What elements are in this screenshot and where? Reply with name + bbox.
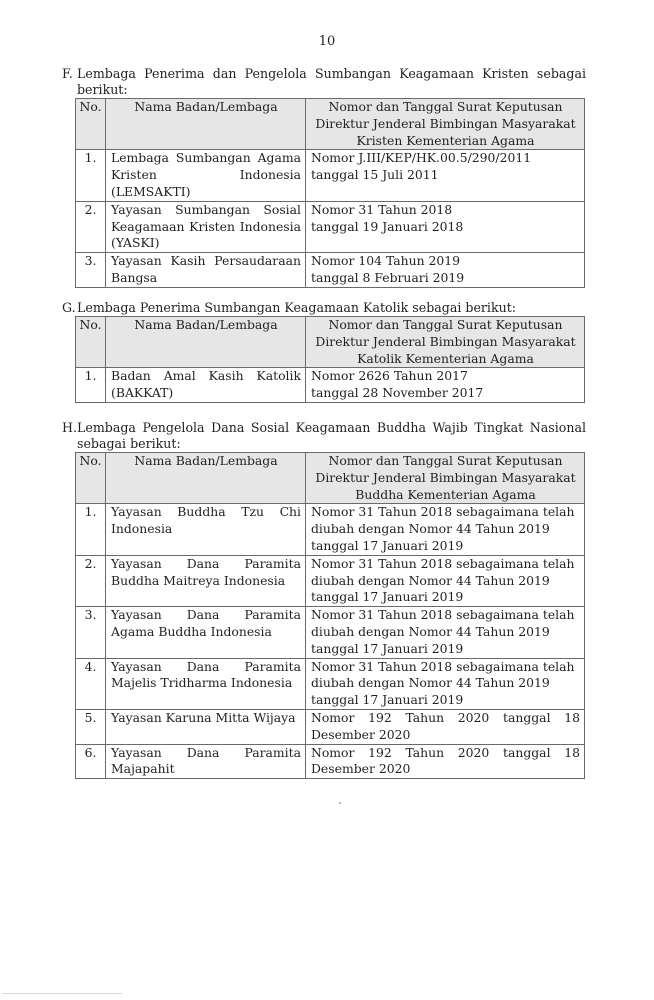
- header-no: No.: [76, 99, 106, 150]
- table-row: [76, 201, 585, 252]
- institution-name: Yayasan Dana Paramita Majelis Tridharma Indonesia: [106, 658, 306, 709]
- table-row: [76, 150, 585, 201]
- decision-line: Nomor 104 Tahun 2019: [311, 253, 461, 269]
- decision-line: tanggal 17 Januari 2019: [311, 589, 464, 605]
- institution-name: Yayasan Kasih Persaudaraan Bangsa: [106, 253, 306, 288]
- institution-name: Badan Amal Kasih Katolik (BAKKAT): [106, 368, 306, 403]
- table-row: [76, 658, 585, 709]
- institutions-table: [75, 98, 585, 288]
- decision-reference: [306, 555, 585, 606]
- section-letter: H.: [62, 420, 77, 435]
- institution-name: Yayasan Dana Paramita Agama Buddha Indonesia: [106, 607, 306, 658]
- row-number: 5.: [76, 709, 106, 744]
- decision-line: tanggal 8 Februari 2019: [311, 269, 465, 285]
- section-letter: G.: [62, 300, 76, 315]
- table-header-row: [76, 453, 585, 504]
- decision-line: tanggal 19 Januari 2018: [311, 218, 464, 234]
- section-title-text: Lembaga Pengelola Dana Sosial Keagamaan Buddha Wajib Tingkat Nasional sebagai berikut:: [77, 420, 586, 451]
- scan-speck: [339, 802, 341, 804]
- decision-line: diubah dengan Nomor 44 Tahun 2019: [311, 623, 550, 639]
- institution-name: Yayasan Dana Paramita Majapahit: [106, 744, 306, 779]
- row-number: 2.: [76, 555, 106, 606]
- decision-line: tanggal 15 Juli 2011: [311, 167, 439, 183]
- decision-line: Nomor J.III/KEP/HK.00.5/290/2011: [311, 150, 532, 166]
- decision-reference: [306, 607, 585, 658]
- decision-line: Nomor 2626 Tahun 2017: [311, 368, 468, 384]
- table-row: [76, 709, 585, 744]
- decision-line: Nomor 31 Tahun 2018 sebagaimana telah: [311, 658, 575, 674]
- decision-reference: [306, 744, 585, 779]
- table-row: [76, 253, 585, 288]
- decision-line: diubah dengan Nomor 44 Tahun 2019: [311, 675, 550, 691]
- section-letter: F.: [62, 66, 73, 81]
- scan-artifact-line: [2, 993, 122, 994]
- decision-line: Nomor 31 Tahun 2018 sebagaimana telah: [311, 555, 575, 571]
- decision-line: Desember 2020: [311, 761, 411, 777]
- section-heading: [62, 300, 586, 316]
- decision-line: Nomor 31 Tahun 2018: [311, 201, 453, 217]
- table-row: [76, 744, 585, 779]
- decision-line: Nomor 31 Tahun 2018 sebagaimana telah: [311, 504, 575, 520]
- decision-reference: [306, 658, 585, 709]
- header-no: No.: [76, 453, 106, 504]
- header-name: Nama Badan/Lembaga: [106, 317, 306, 368]
- section-title-text: Lembaga Penerima dan Pengelola Sumbangan Keagamaan Kristen sebagai berikut:: [77, 66, 586, 97]
- institution-name: Yayasan Sumbangan Sosial Keagamaan Kristen Indonesia (YASKI): [106, 201, 306, 252]
- institution-name: Yayasan Karuna Mitta Wijaya: [106, 709, 306, 744]
- section-h: [62, 420, 586, 779]
- decision-line: Nomor 192 Tahun 2020 tanggal 18: [311, 709, 580, 725]
- section-g: [62, 300, 586, 403]
- table-row: [76, 607, 585, 658]
- header-decision: Nomor dan Tanggal Surat Keputusan Direktur Jenderal Bimbingan Masyarakat Kristen Kementerian Agama: [306, 99, 585, 150]
- decision-line: tanggal 17 Januari 2019: [311, 640, 464, 656]
- decision-reference: [306, 253, 585, 288]
- decision-line: Nomor 192 Tahun 2020 tanggal 18: [311, 744, 580, 760]
- row-number: 3.: [76, 253, 106, 288]
- table-row: [76, 368, 585, 403]
- row-number: 2.: [76, 201, 106, 252]
- decision-reference: [306, 504, 585, 555]
- decision-line: diubah dengan Nomor 44 Tahun 2019: [311, 572, 550, 588]
- page-number: 10: [318, 34, 336, 49]
- decision-line: tanggal 17 Januari 2019: [311, 537, 464, 553]
- header-no: No.: [76, 317, 106, 368]
- table-header-row: [76, 99, 585, 150]
- table-row: [76, 504, 585, 555]
- section-heading: [62, 420, 586, 452]
- decision-reference: [306, 201, 585, 252]
- row-number: 1.: [76, 150, 106, 201]
- row-number: 3.: [76, 607, 106, 658]
- decision-reference: [306, 368, 585, 403]
- institutions-table: [75, 316, 585, 403]
- header-decision: Nomor dan Tanggal Surat Keputusan Direktur Jenderal Bimbingan Masyarakat Katolik Kementerian Agama: [306, 317, 585, 368]
- institution-name: Lembaga Sumbangan Agama Kristen Indonesia (LEMSAKTI): [106, 150, 306, 201]
- decision-line: tanggal 17 Januari 2019: [311, 692, 464, 708]
- row-number: 1.: [76, 368, 106, 403]
- table-header-row: [76, 317, 585, 368]
- header-decision: Nomor dan Tanggal Surat Keputusan Direktur Jenderal Bimbingan Masyarakat Buddha Kementerian Agama: [306, 453, 585, 504]
- header-name: Nama Badan/Lembaga: [106, 453, 306, 504]
- row-number: 1.: [76, 504, 106, 555]
- section-title-text: Lembaga Penerima Sumbangan Keagamaan Katolik sebagai berikut:: [77, 300, 516, 315]
- table-row: [76, 555, 585, 606]
- decision-reference: [306, 709, 585, 744]
- section-heading: [62, 66, 586, 98]
- section-f: [62, 66, 586, 288]
- decision-line: Desember 2020: [311, 726, 411, 742]
- row-number: 4.: [76, 658, 106, 709]
- row-number: 6.: [76, 744, 106, 779]
- decision-line: diubah dengan Nomor 44 Tahun 2019: [311, 521, 550, 537]
- decision-reference: [306, 150, 585, 201]
- institution-name: Yayasan Buddha Tzu Chi Indonesia: [106, 504, 306, 555]
- decision-line: tanggal 28 November 2017: [311, 385, 484, 401]
- decision-line: Nomor 31 Tahun 2018 sebagaimana telah: [311, 607, 575, 623]
- institutions-table: [75, 452, 585, 779]
- header-name: Nama Badan/Lembaga: [106, 99, 306, 150]
- institution-name: Yayasan Dana Paramita Buddha Maitreya Indonesia: [106, 555, 306, 606]
